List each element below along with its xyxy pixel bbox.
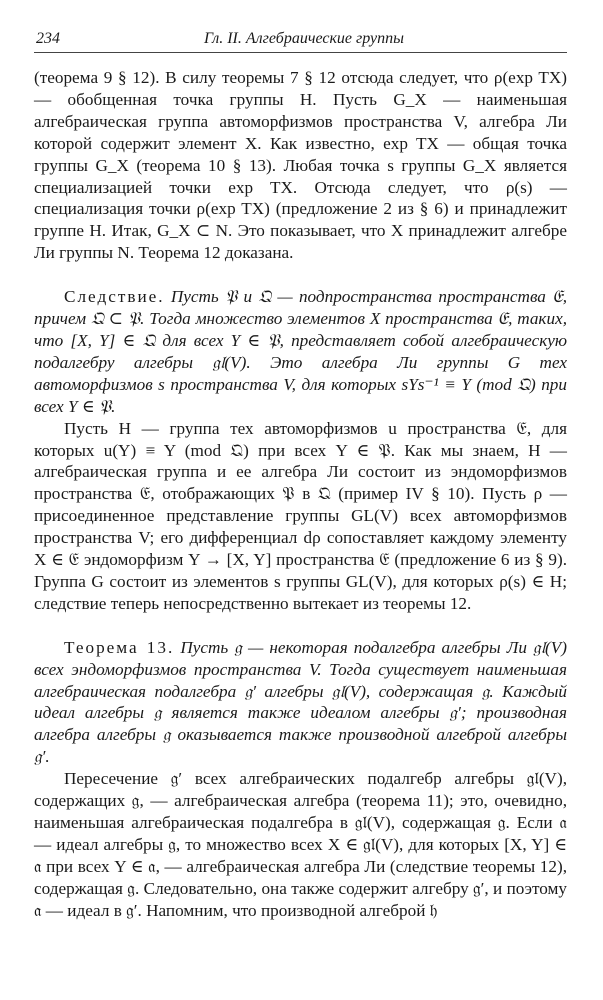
corollary-text: Пусть 𝔓 и 𝔔 — подпространства пространства 𝔈, причем 𝔔 ⊂ 𝔓. Тогда множество элементов X пространства 𝔈, таких, что [X, Y] ∈ 𝔔 для всех Y ∈ 𝔓, представляет собой алгебраическую подалгебру алгебры 𝔤𝔩(V). Это алгебра Ли группы G тех автоморфизмов s пространства V, для которых sYs⁻¹ ≡ Y (mod 𝔔) при всех Y ∈ 𝔓. [34,287,567,416]
theorem-text: Пусть 𝔤 — некоторая подалгебра алгебры Ли 𝔤𝔩(V) всех эндоморфизмов пространства V. Тогда существует наименьшая алгебраическая подалгебра 𝔤′ алгебры 𝔤𝔩(V), содержащая 𝔤. Каждый идеал алгебры 𝔤 является также идеалом алгебры 𝔤′; производная алгебра алгебры 𝔤 оказывается также производной алгеброй алгебры 𝔤′. [34,637,567,767]
corollary-label: Следствие. [64,287,165,307]
page-header [34,26,567,53]
paragraph-theorem-proof: Пересечение 𝔤′ всех алгебраических подалгебр алгебры 𝔤𝔩(V), содержащих 𝔤, — алгебраическая алгебра (теорема 11); это, очевидно, наименьшая алгебраическая подалгебра в 𝔤𝔩(V), содержащая 𝔤. Если 𝔞 — идеал алгебры 𝔤, то множество всех X ∈ 𝔤𝔩(V), для которых [X, Y] ∈ 𝔞 при всех Y ∈ 𝔞, — алгебраическая алгебра Ли (следствие теоремы 12), содержащая 𝔤. Следовательно, она также содержит алгебру 𝔤′, и поэтому 𝔞 — идеал в 𝔤′. Напомним, что производной алгеброй 𝔥 [34,769,567,920]
paragraph-proof-end: (теорема 9 § 12). В силу теоремы 7 § 12 отсюда следует, что ρ(exp TX) — обобщенная точка группы H. Пусть G_X — наименьшая алгебраическая группа автоморфизмов пространства V, алгебра Ли которой содержит элемент X. Как известно, exp TX — общая точка группы G_X (теорема 10 § 13). Любая точка s группы G_X является специализацией точки exp TX. Отсюда следует, что ρ(s) — специализация точки ρ(exp TX) (предложение 2 из § 6) и принадлежит группе H. Итак, G_X ⊂ N. Это показывает, что X принадлежит алгебре Ли группы N. Теорема 12 доказана. [34,68,567,263]
corollary [34,286,567,417]
theorem [34,637,567,768]
page-number: 234 [36,30,60,47]
paragraph-corollary-proof: Пусть H — группа тех автоморфизмов u пространства 𝔈, для которых u(Y) ≡ Y (mod 𝔔) при всех Y ∈ 𝔓. Как мы знаем, H — алгебраическая группа и ее алгебра Ли состоит из эндоморфизмов пространства 𝔈, отображающих 𝔓 в 𝔔 (пример IV § 10). Пусть ρ — присоединенное представление группы GL(V) всех автоморфизмов пространства V; его дифференциал dρ сопоставляет каждому элементу X ∈ 𝔈 эндоморфизм Y → [X, Y] пространства 𝔈 (предложение 6 из § 9). Группа G состоит из элементов s группы GL(V), для которых ρ(s) ∈ H; следствие теперь непосредственно вытекает из теоремы 12. [34,418,567,613]
theorem-label: Теорема 13. [64,637,175,657]
running-title: Гл. II. Алгебраические группы [204,30,404,47]
